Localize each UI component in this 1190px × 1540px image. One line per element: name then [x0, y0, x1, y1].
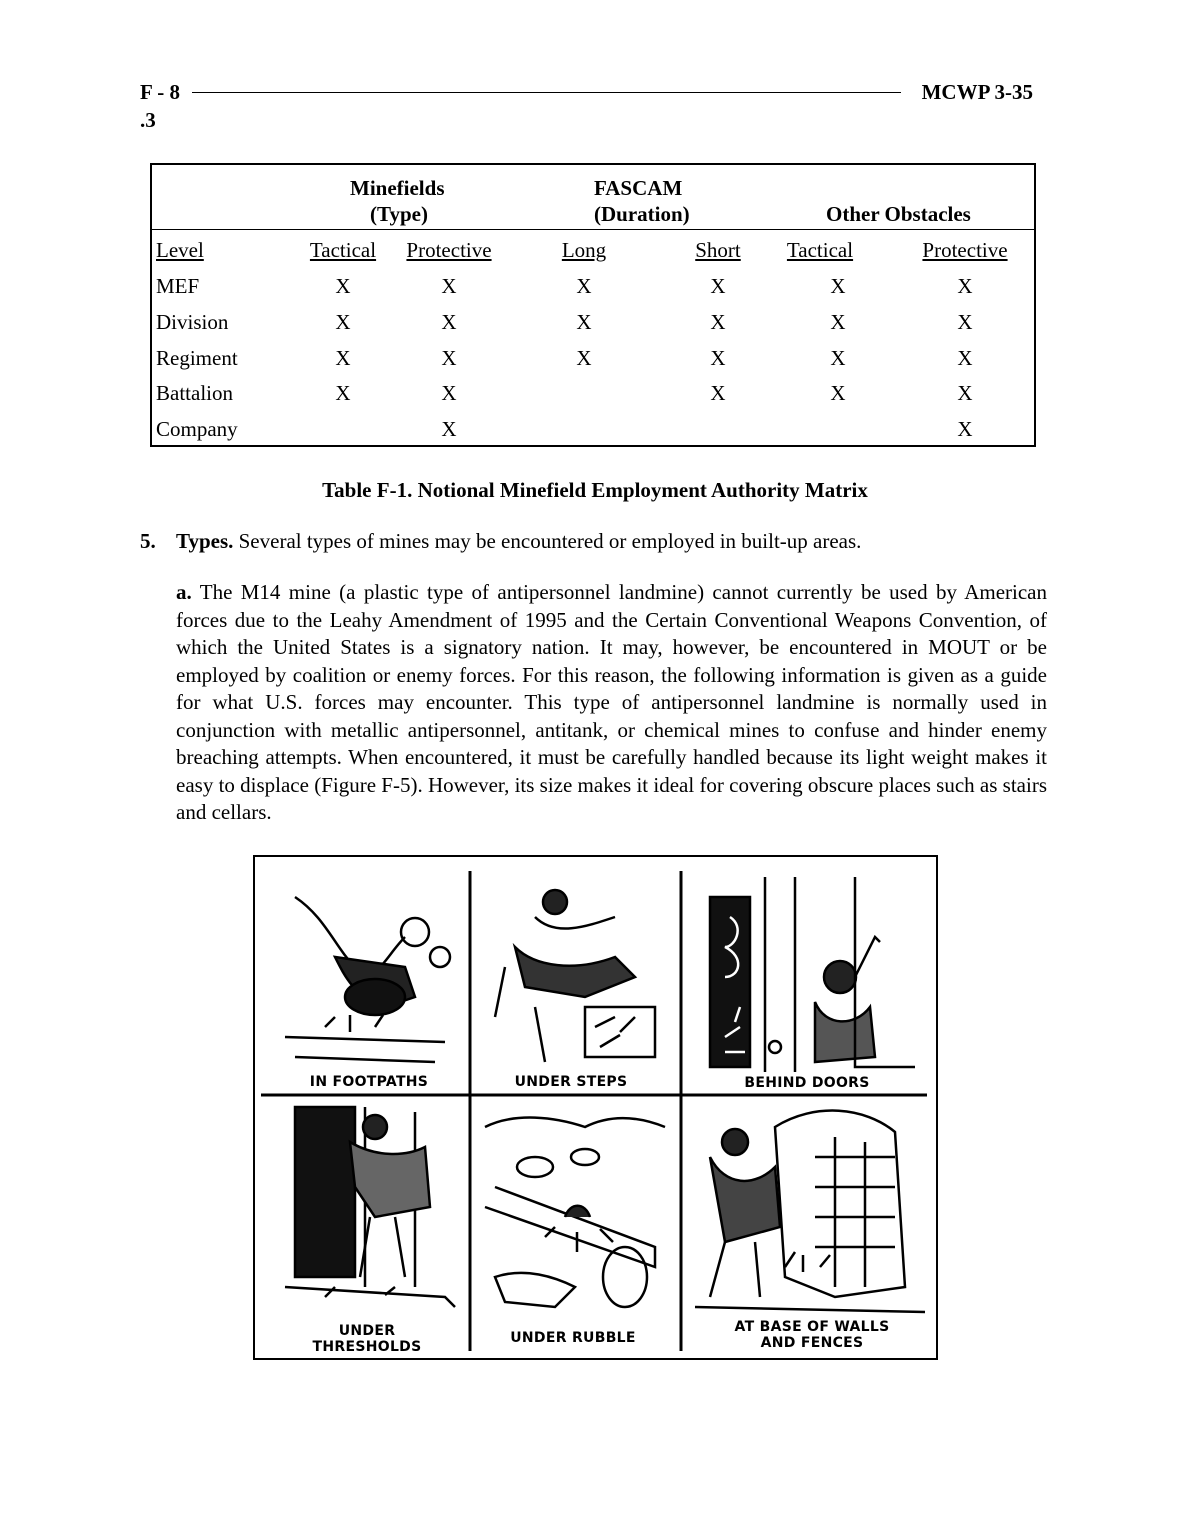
publication-id: MCWP 3-35	[921, 80, 1033, 104]
panel-label-walls-line2: AND FENCES	[760, 1335, 864, 1351]
column-header-tactical: Tactical	[309, 238, 377, 262]
table-cell: X	[830, 274, 846, 298]
group-header-other-obstacles: Other Obstacles	[826, 202, 971, 226]
authority-matrix-table	[150, 163, 1036, 447]
walls-illustration	[695, 1111, 925, 1312]
table-cell: X	[441, 417, 457, 441]
table-cell: X	[441, 346, 457, 370]
page-number-continuation: .3	[140, 108, 156, 132]
table-cell: X	[830, 381, 846, 405]
column-header-protective: Protective	[406, 238, 492, 262]
table-cell: X	[710, 346, 726, 370]
panel-label-doors: BEHIND DOORS	[744, 1075, 870, 1091]
row-level: Company	[156, 417, 238, 441]
table-cell: X	[335, 310, 351, 334]
table-cell: X	[957, 381, 973, 405]
column-header-protective-other: Protective	[922, 238, 1008, 262]
table-cell: X	[335, 346, 351, 370]
table-cell: X	[957, 346, 973, 370]
table-cell: X	[710, 274, 726, 298]
header-rule	[192, 92, 901, 93]
paragraph-a-lead: a.	[176, 580, 192, 604]
table-cell: X	[710, 381, 726, 405]
paragraph-a	[176, 579, 1047, 827]
table-cell: X	[335, 274, 351, 298]
column-header-long: Long	[561, 238, 607, 262]
table-cell: X	[830, 310, 846, 334]
table-cell: X	[441, 274, 457, 298]
section-title: Types.	[176, 529, 234, 553]
table-cell: X	[576, 346, 592, 370]
header-divider	[152, 229, 1034, 230]
row-level: Regiment	[156, 346, 238, 370]
steps-illustration	[495, 890, 655, 1062]
table-cell: X	[576, 274, 592, 298]
panel-label-thresholds-line1: UNDER	[338, 1323, 396, 1339]
table-caption: Table F-1. Notional Minefield Employment Authority Matrix	[322, 478, 868, 502]
table-cell: X	[710, 310, 726, 334]
group-header-fascam-sub: (Duration)	[594, 202, 690, 226]
table-cell: X	[957, 417, 973, 441]
row-level: MEF	[156, 274, 200, 298]
column-header-level: Level	[156, 238, 204, 262]
page-number: F - 8	[140, 80, 181, 104]
thresholds-illustration	[285, 1107, 455, 1307]
table-cell: X	[576, 310, 592, 334]
panel-label-thresholds-line2: THRESHOLDS	[312, 1339, 422, 1355]
running-header	[140, 78, 1033, 108]
mine-placement-figure	[253, 855, 938, 1360]
panel-label-walls-line1: AT BASE OF WALLS	[734, 1319, 890, 1335]
section-5-paragraph	[140, 528, 861, 554]
row-level: Division	[156, 310, 229, 334]
footpath-illustration	[285, 897, 450, 1062]
panel-label-rubble: UNDER RUBBLE	[510, 1330, 636, 1346]
group-header-minefields-sub: (Type)	[370, 202, 428, 226]
figure-illustrations	[255, 857, 936, 1358]
panel-label-steps: UNDER STEPS	[514, 1074, 628, 1090]
table-cell: X	[957, 310, 973, 334]
panel-label-footpaths: IN FOOTPATHS	[309, 1074, 429, 1090]
section-number: 5.	[140, 529, 156, 553]
row-level: Battalion	[156, 381, 233, 405]
group-header-minefields: Minefields	[350, 176, 445, 200]
column-header-short: Short	[695, 238, 741, 262]
table-cell: X	[441, 381, 457, 405]
table-cell: X	[957, 274, 973, 298]
table-cell: X	[441, 310, 457, 334]
column-header-tactical-other: Tactical	[786, 238, 854, 262]
group-header-fascam: FASCAM	[594, 176, 683, 200]
table-cell: X	[830, 346, 846, 370]
paragraph-a-text: The M14 mine (a plastic type of antipersonnel landmine) cannot currently be used by American forces due to the Leahy Amendment of 1995 and the Certain Conventional Weapons Convention, of which the United States is a signatory nation. It may, however, be encountered in MOUT or be employed by coalition or enemy forces. For this reason, the following information is given as a guide for what U.S. forces may encounter. This type of antipersonnel landmine is normally used in conjunction with metallic antipersonnel, antitank, or chemical mines to confuse and hinder enemy breaching attempts. When encountered, it must be carefully handled because its light weight makes it easy to displace (Figure F-5). However, its size makes it ideal for covering obscure places such as stairs and cellars.	[176, 580, 1047, 824]
table-cell: X	[335, 381, 351, 405]
section-text: Several types of mines may be encountered or employed in built-up areas.	[233, 529, 862, 553]
rubble-illustration	[485, 1118, 665, 1307]
doors-illustration	[710, 877, 915, 1072]
